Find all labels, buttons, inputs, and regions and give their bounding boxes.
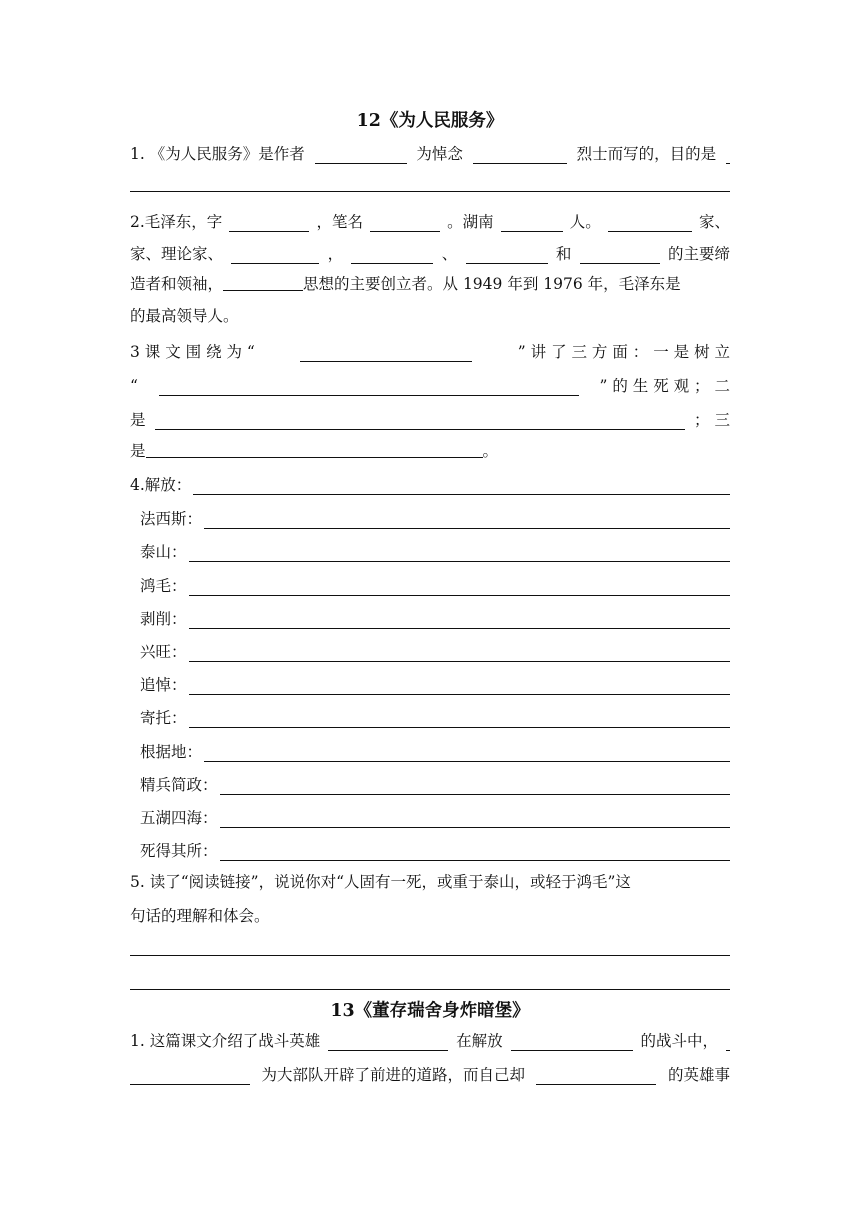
answer-blank[interactable]	[511, 1035, 633, 1051]
answer-blank[interactable]	[536, 1069, 656, 1085]
answer-line[interactable]	[189, 546, 730, 562]
answer-line[interactable]	[204, 513, 730, 529]
answer-line[interactable]	[189, 580, 730, 596]
term-row: 精兵简政：	[140, 775, 730, 795]
answer-line[interactable]	[204, 746, 730, 762]
s12-question-2-line-2: 家、理论家、 ， 、 和 的主要缔	[130, 245, 730, 263]
s12-question-2-line-1: 2.毛泽东，字 ，笔名 。湖南 人。 家、	[130, 213, 730, 231]
term-row: 法西斯：	[140, 509, 730, 529]
answer-line[interactable]	[130, 955, 730, 956]
s12-question-1: 1. 《为人民服务》是作者 为悼念 烈士而写的，目的是	[130, 144, 730, 164]
answer-blank[interactable]	[300, 346, 472, 362]
answer-line[interactable]	[220, 845, 730, 861]
term-row: 剥削：	[140, 609, 730, 629]
answer-blank[interactable]	[146, 442, 483, 458]
answer-blank[interactable]	[328, 1035, 448, 1051]
answer-blank[interactable]	[223, 275, 303, 291]
answer-blank[interactable]	[501, 216, 563, 232]
term-row: 兴旺：	[140, 642, 730, 662]
s12-question-2-line-4: 的最高领导人。	[130, 307, 239, 325]
answer-blank[interactable]	[726, 1035, 730, 1051]
answer-line[interactable]	[193, 479, 730, 495]
term-row: 五湖四海：	[140, 808, 730, 828]
s12-question-5-line-2: 句话的理解和体会。	[130, 907, 270, 925]
term-row: 追悼：	[140, 675, 730, 695]
term-row: 鸿毛：	[140, 576, 730, 596]
answer-blank[interactable]	[351, 248, 433, 264]
answer-blank[interactable]	[466, 248, 548, 264]
s12-question-2-line-3: 造者和领袖， 思想的主要创立者。从 1949 年到 1976 年，毛泽东是	[130, 275, 681, 293]
s13-question-1-line-2: 为大部队开辟了前进的道路，而自己却 的英雄事	[130, 1065, 730, 1085]
s12-question-3-line-1: 3 课 文 围 绕 为 “ ” 讲 了 三 方 面 ： 一 是 树 立	[130, 343, 730, 361]
term-row: 根据地：	[140, 742, 730, 762]
answer-blank[interactable]	[370, 216, 440, 232]
s12-question-3-line-3: 是 ； 三	[130, 411, 730, 429]
answer-blank[interactable]	[315, 148, 407, 164]
s12-question-3-line-2: “ ” 的 生 死 观 ； 二	[130, 377, 730, 395]
worksheet-page	[130, 0, 730, 1216]
answer-blank[interactable]	[159, 380, 579, 396]
answer-blank[interactable]	[231, 248, 319, 264]
answer-line[interactable]	[189, 646, 730, 662]
answer-blank[interactable]	[229, 216, 309, 232]
answer-line[interactable]	[220, 779, 730, 795]
s13-question-1-line-1: 1. 这篇课文介绍了战斗英雄 在解放 的战斗中，	[130, 1031, 730, 1051]
answer-blank[interactable]	[608, 216, 692, 232]
answer-blank[interactable]	[580, 248, 660, 264]
answer-line[interactable]	[130, 191, 730, 192]
answer-blank[interactable]	[726, 148, 730, 164]
section-13-title: 13《董存瑞舍身炸暗堡》	[330, 1001, 530, 1021]
section-12-title: 12《为人民服务》	[356, 111, 504, 131]
term-row: 死得其所：	[140, 841, 730, 861]
answer-blank[interactable]	[155, 414, 685, 430]
answer-line[interactable]	[189, 679, 730, 695]
answer-blank[interactable]	[473, 148, 567, 164]
answer-blank[interactable]	[130, 1069, 250, 1085]
answer-line[interactable]	[189, 613, 730, 629]
s12-question-3-line-4: 是 。	[130, 442, 499, 460]
s12-question-4: 4.解放：	[130, 475, 730, 495]
answer-line[interactable]	[130, 989, 730, 990]
term-row: 寄托：	[140, 708, 730, 728]
s12-question-5-line-1: 5. 读了“阅读链接”，说说你对“人固有一死，或重于泰山，或轻于鸿毛”这	[130, 873, 631, 891]
answer-line[interactable]	[220, 812, 730, 828]
term-row: 泰山：	[140, 542, 730, 562]
answer-line[interactable]	[189, 712, 730, 728]
